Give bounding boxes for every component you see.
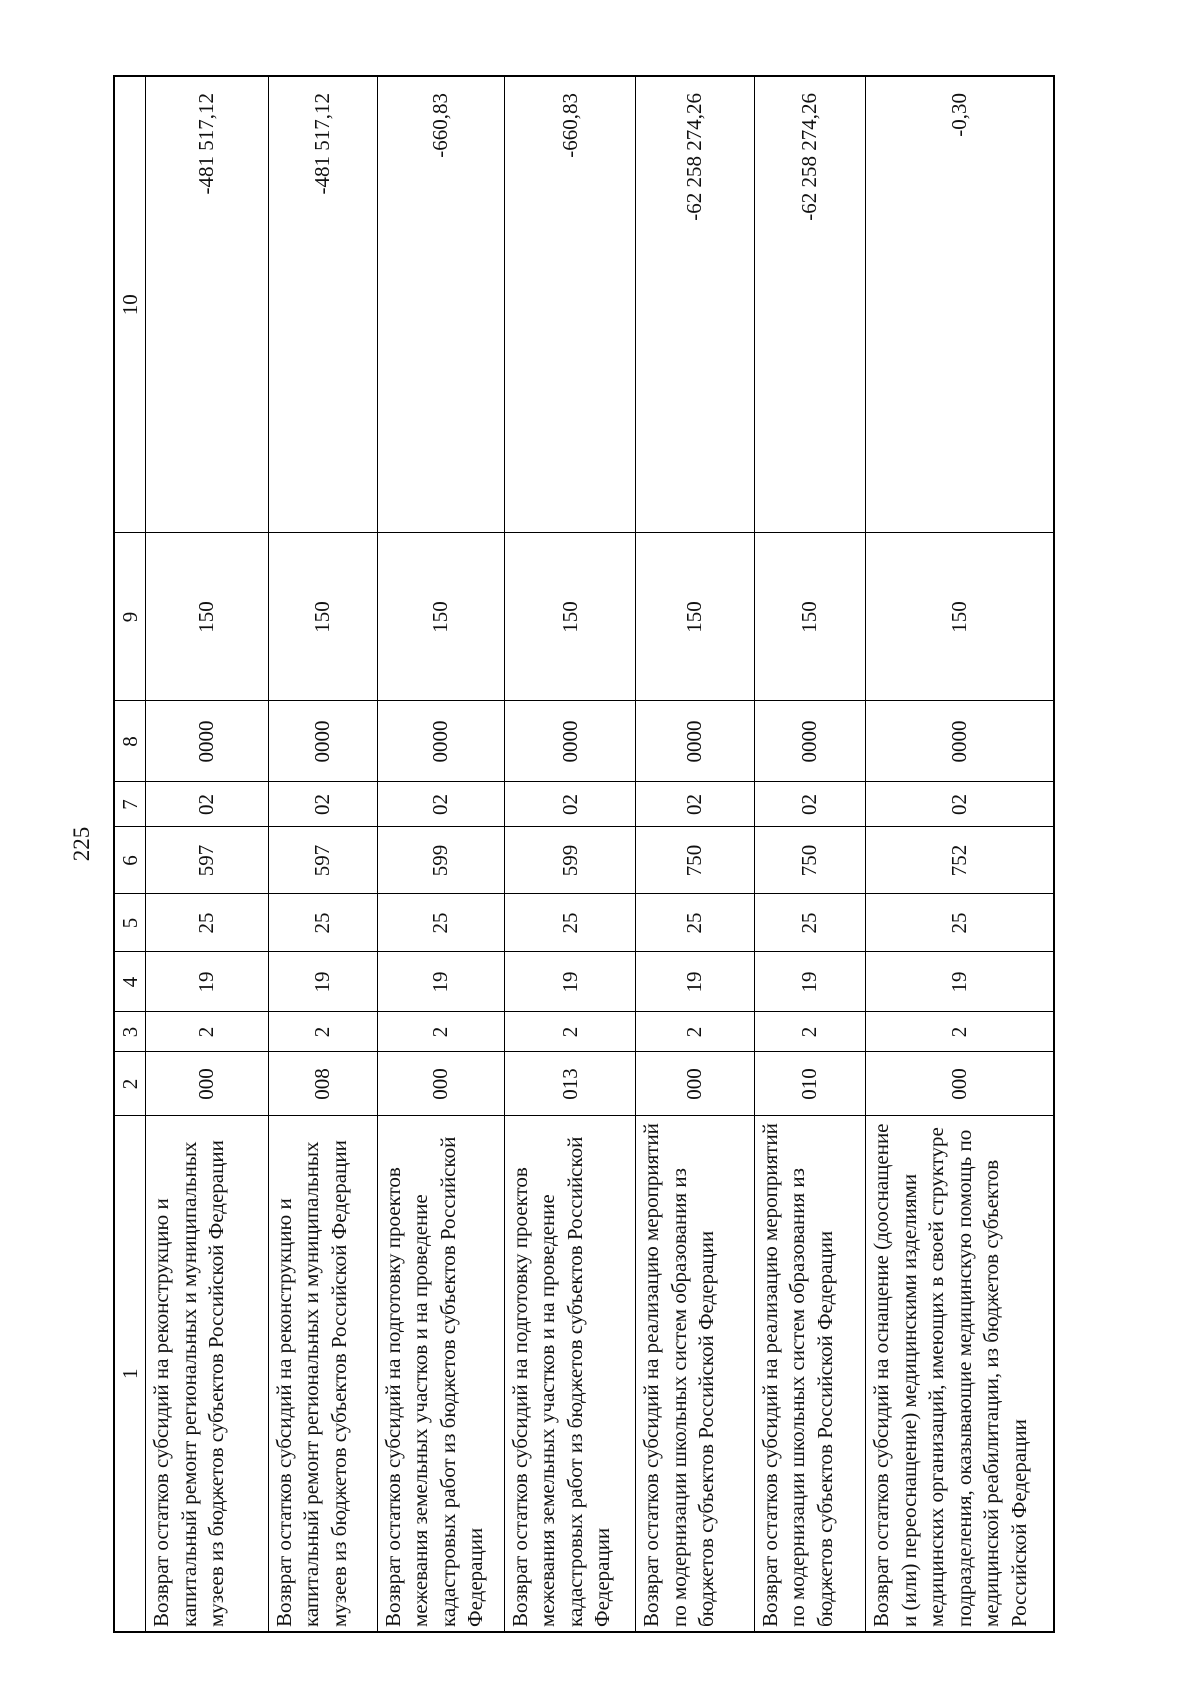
column-header: 10 (114, 76, 146, 533)
cell-program: 0000 (754, 701, 866, 782)
cell-element: 02 (504, 782, 635, 827)
cell-subarticle: 750 (754, 827, 866, 894)
cell-subgroup: 19 (866, 952, 1054, 1012)
cell-subarticle: 750 (636, 827, 754, 894)
cell-admin-code: 010 (754, 1052, 866, 1116)
column-header: 4 (114, 952, 146, 1012)
row-description: Возврат остатков субсидий на реализацию мероприятий по модернизации школьных систем образования из бюджетов субъектов Российской Федерации (636, 1116, 754, 1632)
cell-economic-class: 150 (146, 533, 269, 701)
cell-admin-code: 000 (866, 1052, 1054, 1116)
budget-table (113, 75, 1055, 1633)
cell-admin-code: 008 (268, 1052, 377, 1116)
column-header: 2 (114, 1052, 146, 1116)
cell-group: 2 (754, 1012, 866, 1052)
cell-article: 25 (866, 894, 1054, 952)
cell-program: 0000 (146, 701, 269, 782)
cell-element: 02 (146, 782, 269, 827)
column-header: 8 (114, 701, 146, 782)
column-header: 3 (114, 1012, 146, 1052)
cell-subgroup: 19 (146, 952, 269, 1012)
cell-program: 0000 (377, 701, 504, 782)
cell-admin-code: 000 (636, 1052, 754, 1116)
row-description: Возврат остатков субсидий на оснащение (дооснащение и (или) переоснащение) медицинскими изделиями медицинских организаций, имеющих в своей структуре подразделения, оказывающие медицинскую помощь по медицинской реабилитации, из бюджетов субъектов Российской Федерации (866, 1116, 1054, 1632)
cell-element: 02 (268, 782, 377, 827)
cell-economic-class: 150 (636, 533, 754, 701)
row-description: Возврат остатков субсидий на подготовку проектов межевания земельных участков и на проведение кадастровых работ из бюджетов субъектов Российской Федерации (377, 1116, 504, 1632)
cell-admin-code: 000 (146, 1052, 269, 1116)
cell-economic-class: 150 (504, 533, 635, 701)
cell-article: 25 (377, 894, 504, 952)
cell-article: 25 (268, 894, 377, 952)
cell-amount: -481 517,12 (146, 76, 269, 533)
row-description: Возврат остатков субсидий на реконструкцию и капитальный ремонт региональных и муниципальных музеев из бюджетов субъектов Российской Федерации (268, 1116, 377, 1632)
cell-amount: -62 258 274,26 (636, 76, 754, 533)
row-description: Возврат остатков субсидий на реализацию мероприятий по модернизации школьных систем образования из бюджетов субъектов Российской Федерации (754, 1116, 866, 1632)
cell-element: 02 (636, 782, 754, 827)
cell-amount: -62 258 274,26 (754, 76, 866, 533)
cell-group: 2 (146, 1012, 269, 1052)
cell-subgroup: 19 (754, 952, 866, 1012)
cell-program: 0000 (866, 701, 1054, 782)
cell-subgroup: 19 (504, 952, 635, 1012)
cell-article: 25 (504, 894, 635, 952)
cell-group: 2 (504, 1012, 635, 1052)
table-row (268, 76, 377, 1632)
cell-amount: -660,83 (504, 76, 635, 533)
cell-subarticle: 752 (866, 827, 1054, 894)
table-row (636, 76, 754, 1632)
cell-subgroup: 19 (377, 952, 504, 1012)
cell-subgroup: 19 (636, 952, 754, 1012)
cell-group: 2 (377, 1012, 504, 1052)
cell-group: 2 (268, 1012, 377, 1052)
cell-article: 25 (146, 894, 269, 952)
row-description: Возврат остатков субсидий на подготовку проектов межевания земельных участков и на проведение кадастровых работ из бюджетов субъектов Российской Федерации (504, 1116, 635, 1632)
cell-article: 25 (636, 894, 754, 952)
cell-element: 02 (754, 782, 866, 827)
row-description: Возврат остатков субсидий на реконструкцию и капитальный ремонт региональных и муниципальных музеев из бюджетов субъектов Российской Федерации (146, 1116, 269, 1632)
cell-admin-code: 000 (377, 1052, 504, 1116)
cell-subarticle: 599 (377, 827, 504, 894)
column-header: 7 (114, 782, 146, 827)
column-header: 5 (114, 894, 146, 952)
table-row (504, 76, 635, 1632)
table-row (866, 76, 1054, 1632)
column-header: 6 (114, 827, 146, 894)
cell-program: 0000 (636, 701, 754, 782)
cell-economic-class: 150 (754, 533, 866, 701)
cell-amount: -0,30 (866, 76, 1054, 533)
table-row (146, 76, 269, 1632)
cell-economic-class: 150 (866, 533, 1054, 701)
column-header: 1 (114, 1116, 146, 1632)
cell-element: 02 (866, 782, 1054, 827)
cell-subgroup: 19 (268, 952, 377, 1012)
table-row (754, 76, 866, 1632)
table-row (377, 76, 504, 1632)
cell-subarticle: 599 (504, 827, 635, 894)
cell-group: 2 (866, 1012, 1054, 1052)
column-header: 9 (114, 533, 146, 701)
cell-economic-class: 150 (268, 533, 377, 701)
cell-program: 0000 (268, 701, 377, 782)
cell-article: 25 (754, 894, 866, 952)
budget-table-container (113, 77, 1055, 1633)
cell-amount: -481 517,12 (268, 76, 377, 533)
cell-subarticle: 597 (146, 827, 269, 894)
page-number: 225 (69, 826, 94, 862)
cell-program: 0000 (504, 701, 635, 782)
column-number-header-row (114, 76, 146, 1632)
cell-economic-class: 150 (377, 533, 504, 701)
cell-subarticle: 597 (268, 827, 377, 894)
cell-admin-code: 013 (504, 1052, 635, 1116)
cell-element: 02 (377, 782, 504, 827)
cell-amount: -660,83 (377, 76, 504, 533)
cell-group: 2 (636, 1012, 754, 1052)
